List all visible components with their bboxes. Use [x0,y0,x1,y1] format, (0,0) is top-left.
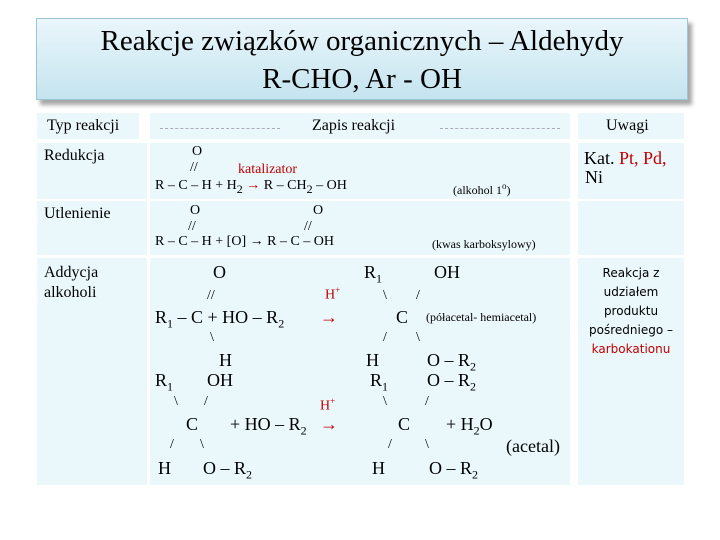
atom-c: C [398,414,411,434]
title-box [36,18,688,100]
atom-h: H [372,458,385,478]
atom-o: O [192,144,203,159]
atom-h: H [366,350,379,370]
header-type: Typ reakcji [47,117,120,134]
addition-remark [580,264,682,359]
oxidation-note: (kwas karboksylowy) [432,237,536,251]
oxidation-equation: R – C – H + [O] → R – C – OH [155,234,335,249]
divider [160,128,280,129]
arrow-icon: → [320,414,338,434]
header-cell-remarks [578,113,684,139]
header-cell-type [37,113,139,139]
divider [440,128,560,129]
label-oxidation: Utlenienie [44,205,111,222]
oh-low: OH [207,370,233,390]
label-reduction: Redukcja [44,147,105,164]
r1-low: $R_1$ [155,370,174,394]
bond-backslash: \ [383,394,387,409]
page-title: Reakcje związków organicznych – Aldehydy [100,25,624,57]
atom-h: H [219,350,232,370]
double-bond: // [207,288,215,303]
acetal-note: (acetal) [506,436,560,456]
bond-slash: / [204,394,208,409]
remark-line: pośredniego – [589,323,673,337]
reduction-note: (alkohol 1$^o$) [453,181,511,197]
double-bond: // [304,219,312,234]
arrow-icon: → [320,307,338,327]
bond-backslash: \ [174,394,178,409]
bond-slash: / [416,288,420,303]
hemiacetal-note: (półacetal- hemiacetal) [426,310,537,324]
label-addition-line1: Addycja [44,264,99,281]
bond-slash: / [170,437,174,452]
bond-backslash: \ [200,437,204,452]
header-remarks: Uwagi [606,117,649,134]
atom-c: C [186,414,199,434]
addition-equation-2: + HO – $R_2$ [230,414,307,438]
bond-backslash: \ [425,437,429,452]
label-addition-line2: alkoholi [44,284,97,301]
bond-slash: / [383,330,387,345]
reduction-remark: Kat. Pt, Pd, [584,148,667,168]
reduction-remark-line2: Ni [585,167,603,187]
double-bond: // [188,219,196,234]
page-subtitle: R-CHO, Ar - OH [262,63,462,95]
double-bond: // [190,160,198,175]
row-oxidation-remark-cell [578,201,684,255]
bond-slash: / [425,394,429,409]
o-r2-bottom: O – $R_2$ [203,458,253,482]
o-r2-bottom-right: O – $R_2$ [429,458,479,482]
atom-o: O [313,203,324,218]
r1-low-right: $R_1$ [370,370,389,394]
atom-o: O [190,203,201,218]
catalyst-h-plus: H+ [325,285,341,303]
catalyst-h-plus-2: H+ [320,396,336,414]
header-equation: Zapis reakcji [312,117,396,134]
bond-backslash: \ [416,330,420,345]
remark-line: udziałem [603,285,659,299]
o-r2: O – $R_2$ [427,350,477,374]
header-cell-equation [150,113,570,139]
addition-equation-1: $R_1$ – C + HO – $R_2$ [155,307,285,331]
reduction-equation: $R - C - H + H_2 \to R - CH_2$ – OH [155,178,347,196]
bond-slash: / [388,437,392,452]
atom-o: O [213,262,226,282]
atom-c: C [396,307,409,327]
o-r2-low: O – $R_2$ [427,370,477,394]
remark-line: Reakcja z [602,266,660,280]
bond-backslash: \ [383,288,387,303]
remark-line-red: karbokationu [591,342,671,356]
bond-backslash: \ [210,330,214,345]
r1-top: $R_1$ [364,262,383,286]
atom-h: H [158,458,171,478]
remark-line: produktu [603,304,659,318]
catalyst-label: katalizator [238,162,298,177]
water-product: + $H_2O$ [446,414,493,438]
oh-top: OH [434,262,460,282]
